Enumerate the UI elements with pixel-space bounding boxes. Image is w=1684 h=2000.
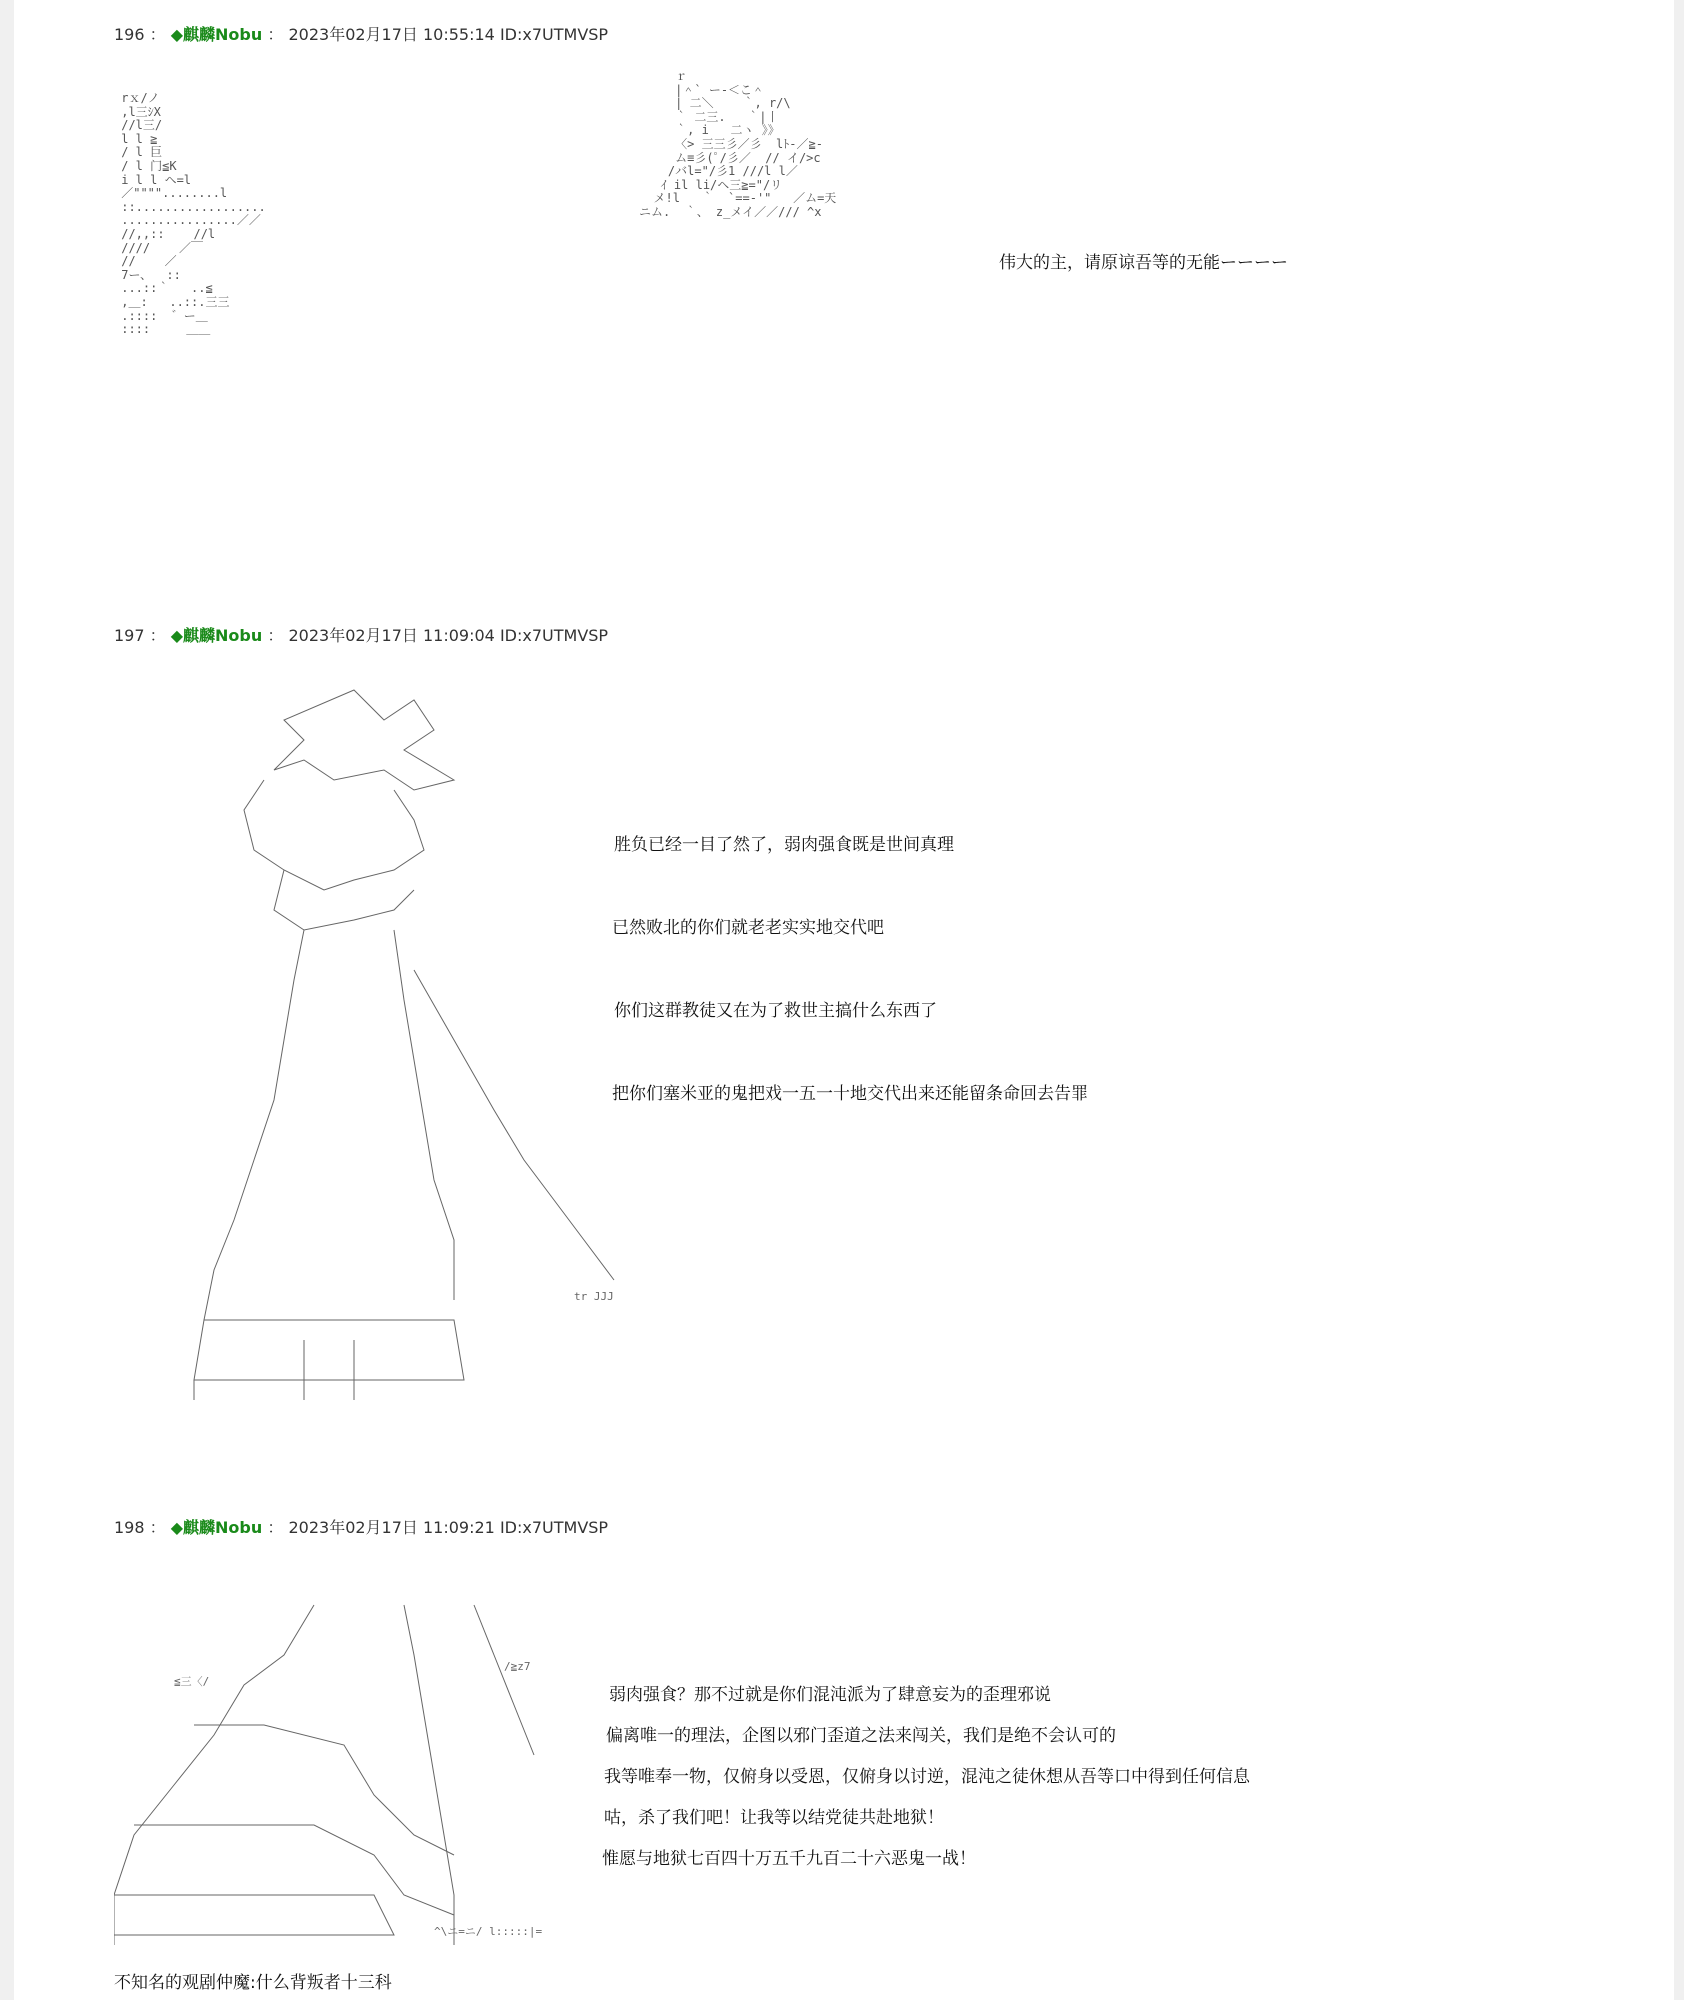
ascii-art-196-left: rｘ/ノ ,l三ｼX //l三/ l l ≧ / l 巨 / l 门≦K i l l ヘ=l ／""""........l ::.................. ................／／ //,,:: //l //// ／￣ // ／ 7ー、 :: ...::｀ ..≦ ,＿: ..::.三三 .:::: ゛ー＿ :::: ＿＿ (121, 92, 266, 337)
post-number: 196 (114, 25, 145, 44)
post-id: ID:x7UTMVSP (499, 1518, 609, 1537)
post-timestamp: 2023年02月17日 11:09:21 (288, 1518, 495, 1537)
post-header-196: 196 ： ◆麒麟Nobu ： 2023年02月17日 10:55:14 ID:x7UTMVSP (114, 25, 609, 44)
dialogue-line: 伟大的主，请原谅吾等的无能ーーーー (999, 253, 1288, 273)
post-number: 198 (114, 1518, 145, 1537)
post-id: ID:x7UTMVSP (499, 25, 609, 44)
ascii-art-198-figure (114, 1595, 574, 1955)
dialogue-line: 弱肉强食？那不过就是你们混沌派为了肆意妄为的歪理邪说 (609, 1685, 1051, 1705)
post-number: 197 (114, 626, 145, 645)
dialogue-line: 已然败北的你们就老老实实地交代吧 (612, 918, 884, 938)
ascii-art-197-figure (154, 680, 754, 1410)
post-header-198: 198 ： ◆麒麟Nobu ： 2023年02月17日 11:09:21 ID:x7UTMVSP (114, 1518, 609, 1537)
post-timestamp: 2023年02月17日 11:09:04 (288, 626, 495, 645)
post-timestamp: 2023年02月17日 10:55:14 (288, 25, 495, 44)
author-name[interactable]: ◆麒麟Nobu (170, 1518, 263, 1537)
dialogue-line: 把你们塞米亚的鬼把戏一五一十地交代出来还能留条命回去告罪 (612, 1084, 1088, 1104)
svg-text:≦三〈/: ≦三〈/ (174, 1675, 210, 1688)
svg-text:^\ニ=ニ/ l:::::|=: ^\ニ=ニ/ l:::::|= (434, 1925, 543, 1938)
svg-text:tr JJJ: tr JJJ (574, 1290, 614, 1303)
dialogue-line: 咕，杀了我们吧！让我等以结党徒共赴地狱！ (604, 1808, 944, 1828)
comment-line: 不知名的观剧仲魔:什么背叛者十三科 (114, 1973, 392, 1993)
page (14, 0, 1674, 2000)
dialogue-line: 惟愿与地狱七百四十万五千九百二十六恶鬼一战！ (602, 1849, 976, 1869)
dialogue-line: 胜负已经一目了然了，弱肉强食既是世间真理 (614, 835, 954, 855)
svg-text:/≧z7: /≧z7 (504, 1660, 531, 1673)
ascii-art-196-right: ｒ |＾` ー-＜こ＾ | 二＼ ｀, r/\ ｀ 二三. ｀|丨 ｀, i 二ヽ 》》 〈> 三三彡／彡 lﾄ-／≧- ム≡彡(ﾟ/彡／ // イ/>c /バl="/彡1 ///l l／ ｲ il li/ヘ三≧="/リ メ!l ｀ `==-'" ／ム=天 ニム. ｀、 z_メイ／／/// ^x (639, 70, 837, 219)
dialogue-line: 偏离唯一的理法，企图以邪门歪道之法来闯关，我们是绝不会认可的 (606, 1726, 1116, 1746)
author-name[interactable]: ◆麒麟Nobu (170, 626, 263, 645)
post-header-197: 197 ： ◆麒麟Nobu ： 2023年02月17日 11:09:04 ID:x7UTMVSP (114, 626, 609, 645)
dialogue-line: 我等唯奉一物，仅俯身以受恩，仅俯身以讨逆，混沌之徒休想从吾等口中得到任何信息 (604, 1767, 1250, 1787)
post-id: ID:x7UTMVSP (499, 626, 609, 645)
dialogue-line: 你们这群教徒又在为了救世主搞什么东西了 (614, 1001, 937, 1021)
author-name[interactable]: ◆麒麟Nobu (170, 25, 263, 44)
